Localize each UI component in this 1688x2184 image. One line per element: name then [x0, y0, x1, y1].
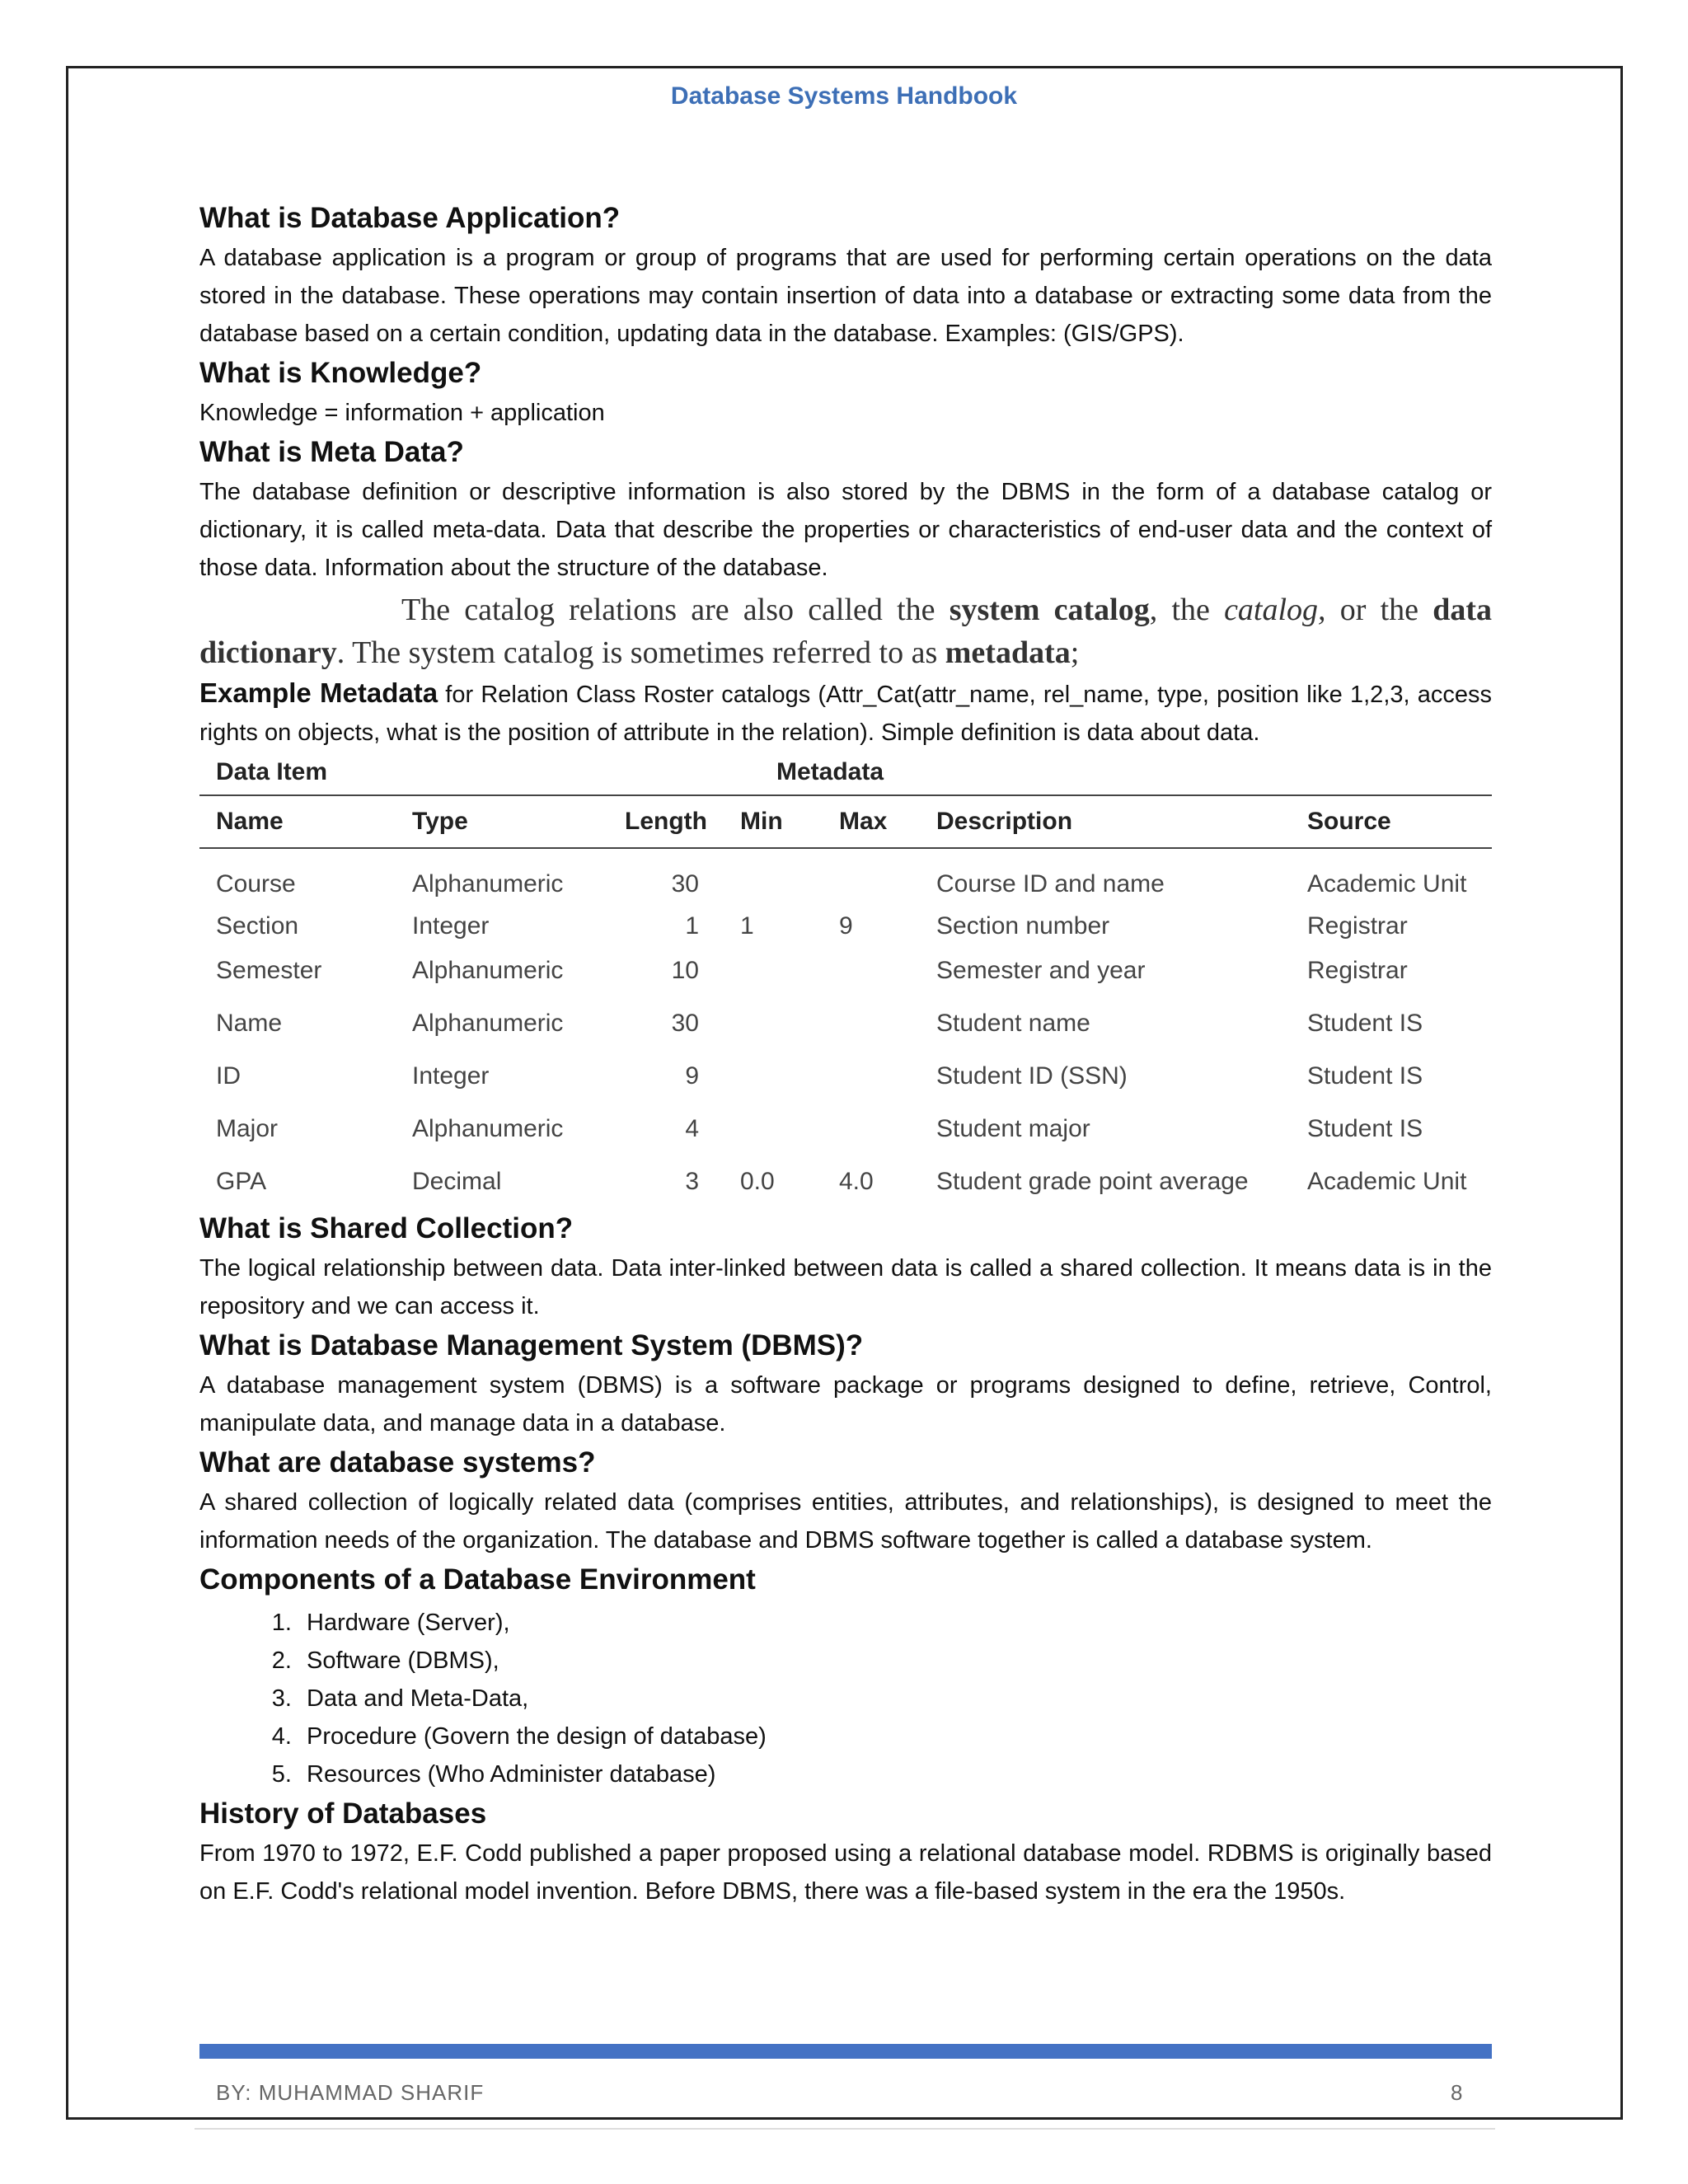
paragraph-db-application: A database application is a program or group of programs that are used for performing certain operations on the data stored in the database. These operations may contain insertion of data into a database or extracting some data from the database based on a certain condition, updating data in the database. Examples: (GIS/GPS).	[199, 245, 1492, 347]
cell-description: Student name	[936, 1010, 1090, 1037]
example-body: for Relation Class Roster catalogs (Attr_Cat(attr_name, rel_name, type, position like 1,2,3, access rights on objects, what is the position of attribute in the relation). Simple definition is data about data.	[199, 682, 1493, 746]
cell-type: Alphanumeric	[412, 870, 564, 898]
footer-author: BY: MUHAMMAD SHARIF	[216, 2080, 485, 2105]
paragraph-knowledge: Knowledge = information + application	[199, 400, 605, 426]
cell-name: GPA	[216, 1168, 267, 1195]
cell-type: Integer	[412, 912, 490, 940]
heading-dbms: What is Database Management System (DBMS)?	[199, 1329, 864, 1361]
cell-length: 10	[671, 957, 699, 984]
heading-history: History of Databases	[199, 1797, 487, 1830]
example-label: Example Metadata	[199, 677, 438, 708]
paragraph-db-systems: A shared collection of logically related data (comprises entities, attributes, and relationships), is designed to meet the information needs of the organization. The database and DBMS software together is called a database system.	[199, 1489, 1492, 1554]
cell-name: Section	[216, 912, 299, 940]
cell-min: 1	[740, 912, 754, 940]
list-item: 1. Hardware (Server),	[298, 1604, 1492, 1642]
components-list	[199, 1604, 1492, 1793]
cell-description: Semester and year	[936, 957, 1146, 984]
col-description: Description	[920, 795, 1291, 848]
cell-max: 4.0	[839, 1168, 874, 1195]
cell-source: Student IS	[1307, 1010, 1423, 1037]
table-header-row	[199, 795, 1492, 848]
cell-description: Course ID and name	[936, 870, 1165, 898]
cell-max	[823, 1103, 920, 1155]
page-number: 8	[1451, 2080, 1463, 2105]
cell-name: Course	[216, 870, 296, 898]
list-item: 4. Procedure (Govern the design of database)	[298, 1718, 1492, 1755]
cell-description: Student ID (SSN)	[936, 1062, 1128, 1090]
table-row	[199, 1103, 1492, 1155]
metadata-table	[199, 794, 1492, 1208]
heading-db-application: What is Database Application?	[199, 202, 621, 234]
cell-name: ID	[216, 1062, 241, 1090]
cell-max	[823, 944, 920, 997]
table-group-header	[199, 753, 1492, 794]
cell-min	[724, 848, 823, 908]
metadata-table-figure	[199, 753, 1492, 1208]
cell-min: 0.0	[740, 1168, 775, 1195]
heading-shared-collection: What is Shared Collection?	[199, 1212, 574, 1244]
cell-source: Registrar	[1307, 912, 1408, 940]
table-row	[199, 1050, 1492, 1103]
cell-name: Semester	[216, 957, 322, 984]
paragraph-shared-collection: The logical relationship between data. Data inter-linked between data is called a shared collection. It means data is in the repository and we can access it.	[199, 1255, 1492, 1319]
col-max: Max	[823, 795, 920, 848]
cell-source: Student IS	[1307, 1115, 1423, 1142]
table-row	[199, 848, 1492, 908]
cell-type: Integer	[412, 1062, 490, 1090]
heading-components: Components of a Database Environment	[199, 1563, 756, 1596]
cell-length: 1	[685, 912, 699, 940]
cell-type: Decimal	[412, 1168, 502, 1195]
page-content	[199, 198, 1492, 1910]
cell-length: 30	[671, 1010, 699, 1037]
cell-name: Major	[216, 1115, 279, 1142]
table-row	[199, 944, 1492, 997]
cell-description: Section number	[936, 912, 1110, 940]
list-item: 2. Software (DBMS),	[298, 1642, 1492, 1680]
bottom-rule	[195, 2128, 1495, 2130]
catalog-quote: The catalog relations are also called the system catalog, the catalog, or the data dictionary. The system catalog is sometimes referred to as metadata;	[199, 593, 1493, 670]
paragraph-history: From 1970 to 1972, E.F. Codd published a paper proposed using a relational database model. RDBMS is originally based on E.F. Codd's relational model invention. Before DBMS, there was a file-based system in the era the 1950s.	[199, 1840, 1492, 1905]
footer-bar	[199, 2044, 1492, 2059]
heading-db-systems: What are database systems?	[199, 1446, 596, 1479]
list-item: 5. Resources (Who Administer database)	[298, 1755, 1492, 1793]
heading-meta-data: What is Meta Data?	[199, 436, 464, 468]
cell-length: 3	[685, 1168, 699, 1195]
cell-max	[823, 997, 920, 1050]
cell-source: Student IS	[1307, 1062, 1423, 1090]
cell-length: 9	[685, 1062, 699, 1090]
group-data-item: Data Item	[216, 758, 328, 785]
cell-type: Alphanumeric	[412, 1010, 564, 1037]
cell-max: 9	[839, 912, 853, 940]
cell-min	[724, 997, 823, 1050]
paragraph-meta-data: The database definition or descriptive information is also stored by the DBMS in the form of a database catalog or dictionary, it is called meta-data. Data that describe the properties or characteristics of end-user data and the context of those data. Information about the structure of the database.	[199, 479, 1492, 581]
table-row	[199, 908, 1492, 944]
table-row	[199, 997, 1492, 1050]
col-length: Length	[608, 795, 724, 848]
cell-description: Student major	[936, 1115, 1090, 1142]
group-metadata: Metadata	[776, 758, 884, 785]
col-source: Source	[1291, 795, 1492, 848]
cell-max	[823, 1050, 920, 1103]
cell-type: Alphanumeric	[412, 957, 564, 984]
cell-source: Academic Unit	[1307, 870, 1467, 898]
cell-min	[724, 1103, 823, 1155]
col-type: Type	[396, 795, 608, 848]
cell-length: 4	[685, 1115, 699, 1142]
heading-knowledge: What is Knowledge?	[199, 357, 482, 389]
cell-min	[724, 944, 823, 997]
cell-description: Student grade point average	[936, 1168, 1249, 1195]
col-min: Min	[724, 795, 823, 848]
running-header: Database Systems Handbook	[670, 82, 1018, 110]
cell-length: 30	[671, 870, 699, 898]
cell-name: Name	[216, 1010, 283, 1037]
list-item: 3. Data and Meta-Data,	[298, 1680, 1492, 1718]
cell-source: Academic Unit	[1307, 1168, 1467, 1195]
cell-max	[823, 848, 920, 908]
cell-type: Alphanumeric	[412, 1115, 564, 1142]
cell-min	[724, 1050, 823, 1103]
cell-source: Registrar	[1307, 957, 1408, 984]
table-row	[199, 1155, 1492, 1208]
paragraph-dbms: A database management system (DBMS) is a software package or programs designed to define, retrieve, Control, manipulate data, and manage data in a database.	[199, 1372, 1492, 1436]
paragraph-example-metadata	[199, 674, 1492, 752]
col-name: Name	[199, 795, 396, 848]
